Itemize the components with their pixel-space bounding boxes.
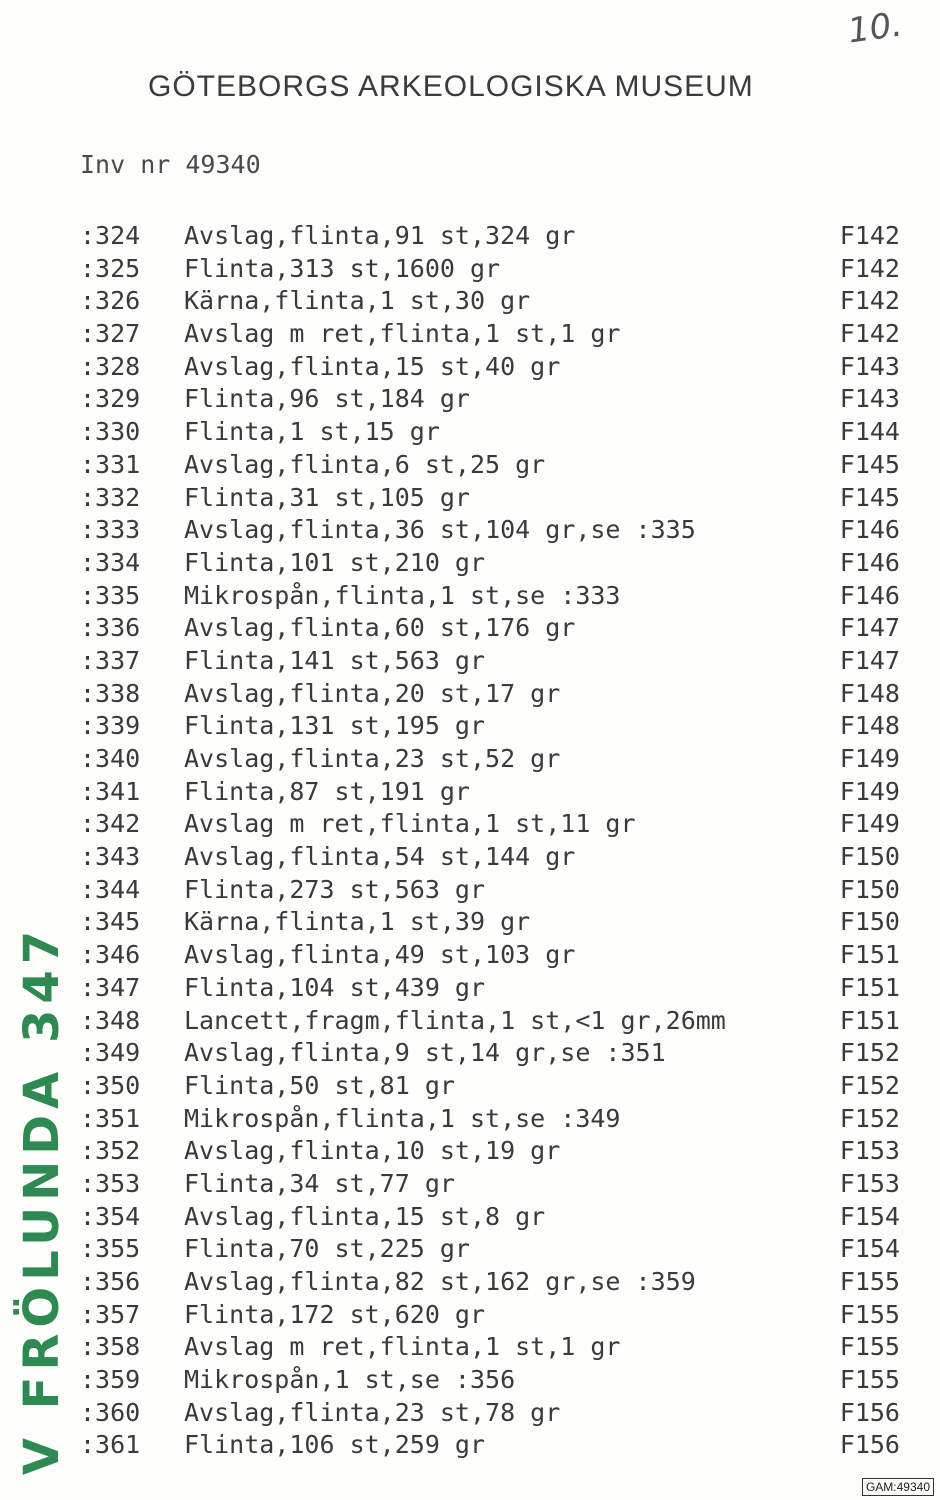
entry-row	[80, 612, 910, 645]
entry-description: Flinta,106 st,259 gr	[184, 1430, 486, 1460]
entry-row	[80, 645, 910, 678]
entry-code: F142	[839, 221, 900, 250]
locality-stamp	[12, 924, 72, 1476]
entry-row	[80, 808, 910, 841]
entry-description: Avslag m ret,flinta,1 st,11 gr	[184, 809, 636, 839]
entry-number: :328	[80, 351, 141, 381]
entry-description: Flinta,70 st,225 gr	[184, 1234, 470, 1264]
entry-number: :340	[80, 744, 141, 773]
entry-code: F155	[839, 1267, 900, 1296]
entry-description: Avslag,flinta,82 st,162 gr,se :359	[184, 1267, 696, 1296]
entry-description: Flinta,141 st,563 gr	[184, 645, 486, 675]
entry-row	[80, 1135, 910, 1168]
entry-row	[80, 906, 910, 939]
entry-code: F155	[839, 1365, 900, 1395]
entry-description: Flinta,96 st,184 gr	[184, 384, 470, 414]
entry-description: Avslag,flinta,91 st,324 gr	[184, 221, 576, 250]
entry-code: F143	[839, 351, 900, 381]
entry-description: Avslag,flinta,23 st,78 gr	[184, 1397, 561, 1427]
entry-row	[80, 449, 910, 482]
entry-code: F142	[839, 253, 900, 283]
entry-code: F149	[839, 776, 900, 806]
entry-row	[80, 743, 910, 776]
entry-code: F150	[839, 842, 900, 872]
entry-description: Mikrospån,1 st,se :356	[184, 1365, 516, 1395]
entry-description: Lancett,fragm,flinta,1 st,<1 gr,26mm	[184, 1005, 726, 1035]
entry-code: F143	[839, 384, 900, 414]
entry-code: F144	[839, 417, 900, 447]
entry-number: :325	[80, 253, 141, 283]
entry-description: Flinta,313 st,1600 gr	[184, 253, 501, 283]
entry-description: Avslag m ret,flinta,1 st,1 gr	[184, 1332, 621, 1362]
entry-code: F152	[839, 1103, 900, 1133]
entry-row	[80, 1331, 910, 1364]
entry-number: :343	[80, 842, 141, 872]
entry-code: F152	[839, 1070, 900, 1100]
entry-number: :330	[80, 417, 141, 447]
entry-row	[80, 1103, 910, 1136]
entry-code: F150	[839, 874, 900, 904]
entry-code: F153	[839, 1136, 900, 1166]
entry-description: Avslag m ret,flinta,1 st,1 gr	[184, 319, 621, 349]
entry-code: F152	[839, 1038, 900, 1068]
entry-row	[80, 1201, 910, 1234]
reference-label: GAM:49340	[862, 1478, 934, 1496]
entry-row	[80, 318, 910, 351]
entry-row	[80, 776, 910, 809]
inventory-number: Inv nr 49340	[80, 150, 261, 179]
locality-stamp-text: V FRÖLUNDA 347	[14, 924, 70, 1476]
entry-number: :349	[80, 1038, 141, 1068]
entry-number: :333	[80, 515, 141, 545]
entry-number: :326	[80, 286, 141, 316]
entry-description: Flinta,101 st,210 gr	[184, 547, 486, 577]
entry-description: Mikrospån,flinta,1 st,se :349	[184, 1103, 621, 1133]
entry-row	[80, 939, 910, 972]
entry-row	[80, 972, 910, 1005]
entry-description: Flinta,104 st,439 gr	[184, 972, 486, 1002]
entry-description: Avslag,flinta,15 st,8 gr	[184, 1201, 546, 1231]
entry-row	[80, 383, 910, 416]
entry-row	[80, 1168, 910, 1201]
entry-number: :348	[80, 1005, 141, 1035]
entry-number: :353	[80, 1168, 141, 1198]
entry-number: :354	[80, 1201, 141, 1231]
entry-row	[80, 678, 910, 711]
entry-number: :324	[80, 221, 141, 250]
entry-code: F155	[839, 1299, 900, 1329]
entry-code: F151	[839, 972, 900, 1002]
entry-number: :345	[80, 907, 141, 937]
entry-description: Avslag,flinta,60 st,176 gr	[184, 613, 576, 643]
entry-row	[80, 351, 910, 384]
entry-code: F154	[839, 1201, 900, 1231]
entry-description: Flinta,131 st,195 gr	[184, 711, 486, 741]
entry-list	[80, 220, 910, 1462]
entry-number: :347	[80, 972, 141, 1002]
entry-row	[80, 1233, 910, 1266]
entry-code: F154	[839, 1234, 900, 1264]
entry-code: F148	[839, 711, 900, 741]
entry-number: :352	[80, 1136, 141, 1166]
entry-row	[80, 1299, 910, 1332]
entry-code: F146	[839, 580, 900, 610]
entry-code: F150	[839, 907, 900, 937]
entry-code: F147	[839, 645, 900, 675]
entry-number: :337	[80, 645, 141, 675]
entry-number: :360	[80, 1397, 141, 1427]
entry-number: :331	[80, 449, 141, 479]
entry-code: F145	[839, 482, 900, 512]
entry-description: Avslag,flinta,49 st,103 gr	[184, 940, 576, 970]
entry-code: F156	[839, 1430, 900, 1460]
entry-number: :356	[80, 1267, 141, 1296]
entry-row	[80, 1037, 910, 1070]
entry-number: :351	[80, 1103, 141, 1133]
entry-row	[80, 841, 910, 874]
entry-number: :339	[80, 711, 141, 741]
entry-number: :341	[80, 776, 141, 806]
entry-description: Flinta,50 st,81 gr	[184, 1070, 455, 1100]
entry-number: :361	[80, 1430, 141, 1460]
entry-description: Flinta,87 st,191 gr	[184, 776, 470, 806]
entry-number: :344	[80, 874, 141, 904]
entry-number: :357	[80, 1299, 141, 1329]
entry-description: Mikrospån,flinta,1 st,se :333	[184, 580, 621, 610]
entry-number: :346	[80, 940, 141, 970]
entry-description: Flinta,31 st,105 gr	[184, 482, 470, 512]
entry-row	[80, 1266, 910, 1299]
entry-code: F149	[839, 744, 900, 773]
entry-number: :332	[80, 482, 141, 512]
entry-row	[80, 710, 910, 743]
entry-code: F153	[839, 1168, 900, 1198]
entry-number: :335	[80, 580, 141, 610]
entry-number: :338	[80, 678, 141, 708]
page-number: 10.	[845, 4, 905, 52]
entry-description: Avslag,flinta,6 st,25 gr	[184, 449, 546, 479]
entry-code: F146	[839, 515, 900, 545]
entry-number: :350	[80, 1070, 141, 1100]
entry-row	[80, 285, 910, 318]
entry-number: :359	[80, 1365, 141, 1395]
entry-description: Avslag,flinta,9 st,14 gr,se :351	[184, 1038, 666, 1068]
entry-number: :334	[80, 547, 141, 577]
entry-number: :329	[80, 384, 141, 414]
entry-number: :336	[80, 613, 141, 643]
entry-number: :355	[80, 1234, 141, 1264]
entry-row	[80, 1397, 910, 1430]
entry-row	[80, 580, 910, 613]
entry-description: Avslag,flinta,20 st,17 gr	[184, 678, 561, 708]
entry-row	[80, 1005, 910, 1038]
entry-code: F147	[839, 613, 900, 643]
entry-code: F142	[839, 286, 900, 316]
entry-row	[80, 482, 910, 515]
entry-row	[80, 1429, 910, 1462]
entry-code: F146	[839, 547, 900, 577]
entry-code: F156	[839, 1397, 900, 1427]
entry-code: F151	[839, 940, 900, 970]
entry-row	[80, 253, 910, 286]
entry-row	[80, 514, 910, 547]
entry-description: Flinta,172 st,620 gr	[184, 1299, 486, 1329]
entry-description: Avslag,flinta,10 st,19 gr	[184, 1136, 561, 1166]
entry-description: Kärna,flinta,1 st,30 gr	[184, 286, 531, 316]
entry-row	[80, 874, 910, 907]
entry-code: F149	[839, 809, 900, 839]
entry-number: :358	[80, 1332, 141, 1362]
entry-row	[80, 416, 910, 449]
entry-description: Avslag,flinta,23 st,52 gr	[184, 744, 561, 773]
entry-description: Flinta,273 st,563 gr	[184, 874, 486, 904]
entry-description: Avslag,flinta,15 st,40 gr	[184, 351, 561, 381]
museum-title: GÖTEBORGS ARKEOLOGISKA MUSEUM	[148, 70, 754, 103]
entry-description: Kärna,flinta,1 st,39 gr	[184, 907, 531, 937]
entry-code: F142	[839, 319, 900, 349]
entry-number: :342	[80, 809, 141, 839]
entry-row	[80, 1070, 910, 1103]
entry-code: F148	[839, 678, 900, 708]
entry-description: Avslag,flinta,54 st,144 gr	[184, 842, 576, 872]
entry-description: Flinta,34 st,77 gr	[184, 1168, 455, 1198]
entry-code: F145	[839, 449, 900, 479]
entry-code: F151	[839, 1005, 900, 1035]
entry-number: :327	[80, 319, 141, 349]
entry-row	[80, 547, 910, 580]
entry-row	[80, 220, 910, 253]
entry-code: F155	[839, 1332, 900, 1362]
entry-description: Avslag,flinta,36 st,104 gr,se :335	[184, 515, 696, 545]
entry-description: Flinta,1 st,15 gr	[184, 417, 440, 447]
entry-row	[80, 1364, 910, 1397]
